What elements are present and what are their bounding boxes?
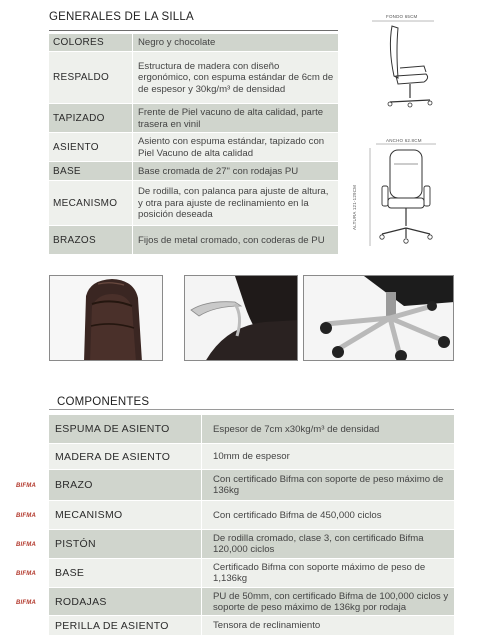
component-value: Con certificado Bifma de 450,000 ciclos — [201, 501, 454, 529]
bifma-logo: BIFMA — [16, 483, 36, 489]
spec-value: Fijos de metal cromado, con coderas de PU — [132, 226, 338, 254]
spec-row-colores — [49, 34, 338, 52]
spec-label: BASE — [53, 165, 81, 177]
front-width-label: ANCHO 62.8CM — [386, 138, 422, 143]
spec-value: Asiento con espuma estándar, tapizado con Piel Vacuno de alta calidad — [132, 133, 338, 161]
photo-backrest — [49, 275, 163, 361]
spec-row-asiento — [49, 133, 338, 162]
spec-row-brazos — [49, 226, 338, 255]
spec-label: TAPIZADO — [53, 112, 105, 124]
component-row-piston — [49, 530, 454, 559]
spec-label: COLORES — [53, 37, 105, 48]
component-row-rodajas — [49, 588, 454, 616]
component-value: PU de 50mm, con certificado Bifma de 100,000 ciclos y soporte de peso máximo de 136kg por rodaja — [201, 588, 454, 615]
component-label: PISTÓN — [55, 538, 96, 550]
spec-label: BRAZOS — [53, 234, 96, 246]
photo-base — [303, 275, 454, 361]
component-value: Tensora de reclinamiento — [201, 616, 454, 635]
base-image — [304, 276, 454, 361]
chair-front-diagram — [368, 142, 444, 250]
component-row-base — [49, 559, 454, 588]
spec-value: Base cromada de 27" con rodajas PU — [132, 162, 338, 180]
bifma-logo: BIFMA — [16, 542, 36, 548]
component-label: ESPUMA DE ASIENTO — [55, 423, 170, 435]
component-row-mecanismo — [49, 501, 454, 530]
component-label: RODAJAS — [55, 595, 107, 608]
backrest-image — [50, 276, 163, 361]
component-row-perilla — [49, 616, 454, 636]
general-heading: GENERALES DE LA SILLA — [49, 11, 194, 23]
component-label: BRAZO — [55, 479, 93, 491]
photo-armrest — [184, 275, 298, 361]
spec-label: RESPALDO — [53, 72, 110, 83]
spec-row-tapizado — [49, 104, 338, 133]
bifma-logo: BIFMA — [16, 571, 36, 577]
bifma-logo: BIFMA — [16, 513, 36, 519]
bifma-logo: BIFMA — [16, 600, 36, 606]
component-label: MADERA DE ASIENTO — [55, 450, 171, 463]
component-value: Con certificado Bifma con soporte de peso máximo de 136kg — [201, 470, 454, 500]
component-label: BASE — [55, 567, 85, 579]
component-value: 10mm de espesor — [201, 444, 454, 469]
component-value: Espesor de 7cm x30kg/m³ de densidad — [201, 415, 454, 443]
spec-value: Frente de Piel vacuno de alta calidad, parte trasera en vinil — [132, 104, 338, 132]
component-row-espuma — [49, 415, 454, 444]
components-heading-rule — [49, 409, 454, 410]
component-value: Certificado Bifma con soporte máximo de peso de 1,136kg — [201, 559, 454, 587]
spec-row-respaldo — [49, 52, 338, 104]
chair-side-diagram — [368, 18, 440, 110]
spec-row-mecanismo — [49, 181, 338, 226]
spec-label: MECANISMO — [53, 197, 118, 209]
component-row-madera — [49, 444, 454, 470]
front-height-label: ALTURA 121-129CM — [352, 184, 357, 230]
armrest-image — [185, 276, 298, 361]
component-value: De rodilla cromado, clase 3, con certificado Bifma 120,000 ciclos — [201, 530, 454, 558]
general-heading-rule — [49, 30, 338, 31]
spec-label: ASIENTO — [53, 141, 99, 153]
component-label: PERILLA DE ASIENTO — [55, 619, 169, 632]
spec-row-base — [49, 162, 338, 181]
spec-value: Negro y chocolate — [132, 34, 338, 51]
component-label: MECANISMO — [55, 509, 123, 521]
components-heading: COMPONENTES — [57, 396, 150, 408]
spec-value: De rodilla, con palanca para ajuste de altura, y otra para ajuste de reclinamiento en la posición deseada — [132, 181, 338, 225]
side-depth-label: FONDO 65CM — [386, 14, 418, 19]
spec-value: Estructura de madera con diseño ergonómico, con espuma estándar de 6cm de de espesor y 30kg/m³ de densidad — [132, 52, 338, 103]
component-row-brazo — [49, 470, 454, 501]
